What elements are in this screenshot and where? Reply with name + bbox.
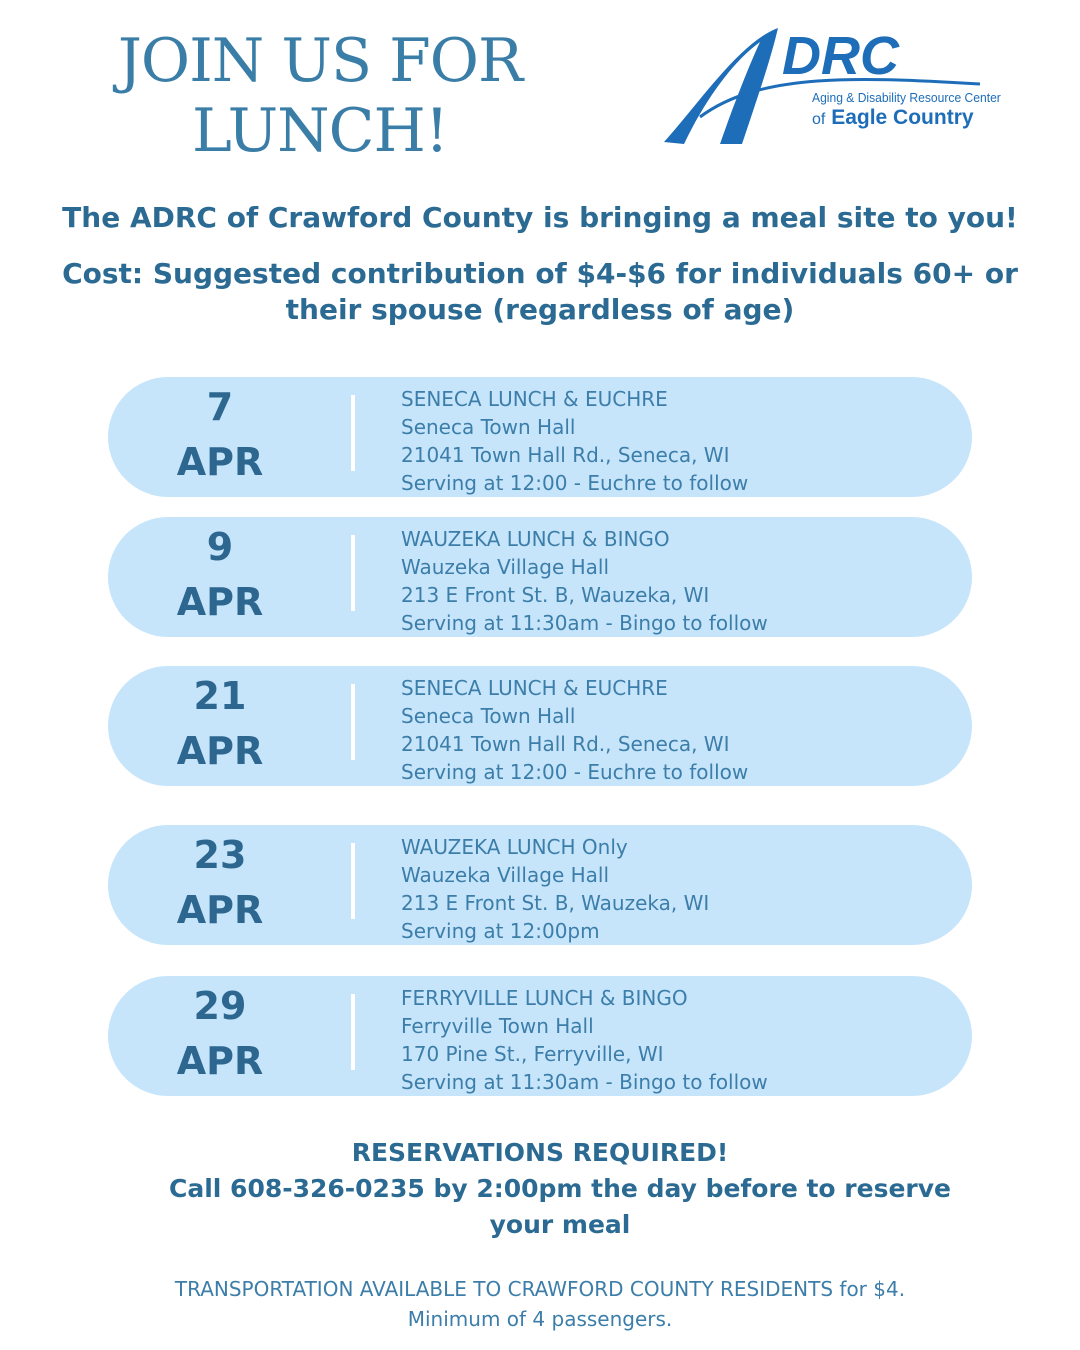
transportation-line-2: Minimum of 4 passengers.: [407, 1307, 673, 1331]
event-month: APR: [176, 888, 264, 932]
event-card: [108, 517, 972, 637]
event-card: [108, 976, 972, 1096]
event-card: [108, 825, 972, 945]
reservations-call-text: Call 608-326-0235 by 2:00pm the day before to reserve your meal: [168, 1174, 952, 1239]
page-title-line-2: LUNCH!: [192, 96, 448, 166]
logo-of: of: [812, 111, 826, 128]
event-card: [108, 666, 972, 786]
event-month: APR: [176, 729, 264, 773]
event-title: WAUZEKA LUNCH & BINGO: [401, 527, 670, 551]
event-address: 170 Pine St., Ferryville, WI: [401, 1042, 664, 1066]
adrc-logo: [660, 22, 1001, 152]
transportation-line-1: TRANSPORTATION AVAILABLE TO CRAWFORD COUNTY RESIDENTS for $4.: [174, 1277, 906, 1301]
logo-region-name: Eagle Country: [831, 106, 974, 129]
event-divider: [351, 535, 355, 611]
event-title: FERRYVILLE LUNCH & BINGO: [401, 986, 688, 1010]
event-month: APR: [176, 1039, 264, 1083]
event-day: 7: [206, 385, 234, 429]
event-time: Serving at 12:00 - Euchre to follow: [401, 471, 749, 495]
event-details: [401, 984, 961, 1096]
event-time: Serving at 12:00pm: [401, 919, 600, 943]
event-address: 213 E Front St. B, Wauzeka, WI: [401, 583, 710, 607]
event-card: [108, 377, 972, 497]
event-address: 213 E Front St. B, Wauzeka, WI: [401, 891, 710, 915]
event-details: [401, 525, 961, 637]
page-title-line-1: JOIN US FOR: [117, 26, 523, 96]
transportation-note: [40, 1274, 1040, 1334]
event-day: 9: [206, 525, 234, 569]
reservations-heading: RESERVATIONS REQUIRED!: [351, 1138, 729, 1167]
event-day: 29: [193, 984, 247, 1028]
event-divider: [351, 843, 355, 919]
event-address: 21041 Town Hall Rd., Seneca, WI: [401, 443, 730, 467]
event-divider: [351, 994, 355, 1070]
adrc-logo-letters: DRC: [782, 26, 899, 86]
event-venue: Seneca Town Hall: [401, 415, 576, 439]
event-divider: [351, 684, 355, 760]
event-venue: Seneca Town Hall: [401, 704, 576, 728]
event-details: [401, 674, 961, 786]
event-title: WAUZEKA LUNCH Only: [401, 835, 628, 859]
page-title: [100, 26, 540, 166]
event-details: [401, 385, 961, 497]
intro-text: The ADRC of Crawford County is bringing a meal site to you!: [62, 201, 1018, 234]
event-day: 23: [193, 833, 247, 877]
event-time: Serving at 11:30am - Bingo to follow: [401, 611, 768, 635]
event-time: Serving at 11:30am - Bingo to follow: [401, 1070, 768, 1094]
event-details: [401, 833, 961, 945]
event-month: APR: [176, 580, 264, 624]
logo-tagline: Aging & Disability Resource Center: [812, 90, 1001, 105]
logo-region: [812, 106, 974, 130]
event-day: 21: [193, 674, 247, 718]
event-divider: [351, 395, 355, 471]
event-venue: Wauzeka Village Hall: [401, 863, 610, 887]
event-month: APR: [176, 440, 264, 484]
event-title: SENECA LUNCH & EUCHRE: [401, 387, 668, 411]
event-venue: Wauzeka Village Hall: [401, 555, 610, 579]
adrc-arch-icon: [660, 22, 1001, 152]
cost-text: Cost: Suggested contribution of $4-$6 for individuals 60+ or their spouse (regardless of age): [62, 257, 1018, 326]
event-title: SENECA LUNCH & EUCHRE: [401, 676, 668, 700]
event-venue: Ferryville Town Hall: [401, 1014, 594, 1038]
event-address: 21041 Town Hall Rd., Seneca, WI: [401, 732, 730, 756]
event-time: Serving at 12:00 - Euchre to follow: [401, 760, 749, 784]
